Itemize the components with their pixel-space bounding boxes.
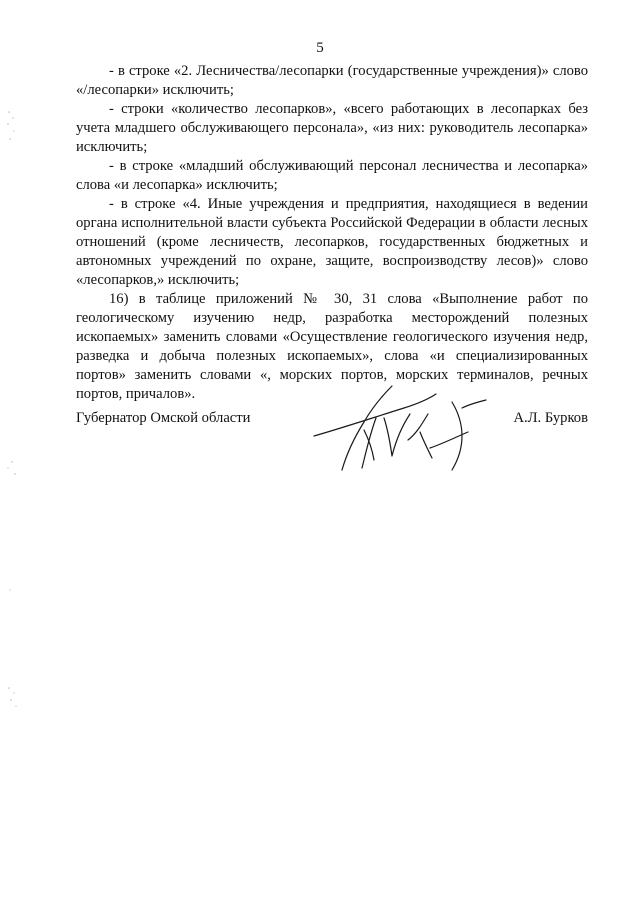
page-number: 5 (316, 40, 324, 56)
scan-margin-marks (0, 0, 30, 905)
scan-dots-icon (0, 0, 30, 905)
signer-name: А.Л. Бурков (513, 410, 588, 426)
document-body (76, 62, 588, 404)
paragraph-remove-lesoparki-word: - в строке «2. Лесничества/лесопарки (государственные учреждения)» слово «/лесопарки» исключить; (76, 63, 588, 98)
handwritten-signature-icon (312, 378, 492, 478)
paragraph-remove-junior-staff-words: - в строке «младший обслуживающий персонал лесничества и лесопарка» слова «и лесопарка» исключить; (76, 158, 588, 193)
paragraph-item-16: 16) в таблице приложений № 30, 31 слова «Выполнение работ по геологическому изучению недр, разработка месторождений полезных ископаемых» заменить словами «Осуществление геологического изучения недр, разведка и добыча полезных ископаемых», слова «и специализированных портов» заменить словами «, морских портов, морских терминалов, речных портов, причалов». (76, 291, 588, 402)
paragraph-other-institutions: - в строке «4. Иные учреждения и предприятия, находящиеся в ведении органа исполнительной власти субъекта Российской Федерации в области лесных отношений (кроме лесничеств, лесопарков, государственных бюджетных и автономных учреждений по охране, защите, воспроизводству лесов)» слово «лесопарков,» исключить; (76, 196, 588, 288)
paragraph-remove-lesoparki-rows: - строки «количество лесопарков», «всего работающих в лесопарках без учета младшего обслуживающего персонала», «из них: руководитель лесопарка» исключить; (76, 101, 588, 155)
signer-position: Губернатор Омской области (76, 410, 251, 426)
